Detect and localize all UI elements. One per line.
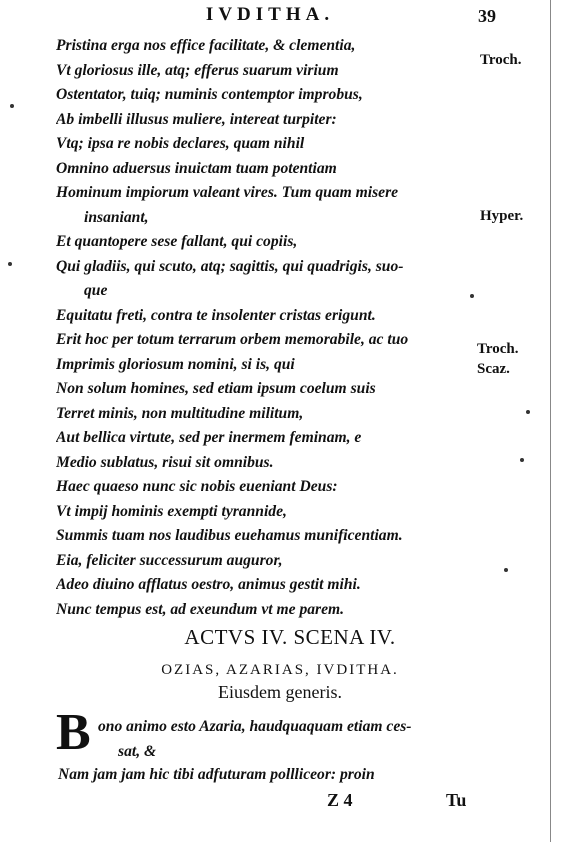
verse-line: Hominum impiorum valeant vires. Tum quam misere	[56, 184, 399, 201]
verse-line: Medio sublatus, risui sit omnibus.	[56, 453, 274, 471]
page-number: 39	[478, 6, 496, 26]
signature-mark: Z 4	[327, 790, 353, 810]
passage-line-continuation: sat, &	[118, 743, 157, 760]
meter-note-scazon: Scaz.	[477, 361, 510, 377]
verse-line: Erit hoc per totum terrarum orbem memorabile, ac tuo	[56, 331, 409, 348]
meter-note-trochaic: Troch.	[480, 52, 522, 68]
drop-capital: B	[56, 704, 91, 761]
ink-speck	[10, 104, 14, 108]
verse-line: Ab imbelli illusus muliere, intereat turpiter:	[56, 110, 337, 128]
verse-line: Ostentator, tuiq; numinis contemptor improbus,	[56, 86, 363, 103]
verse-line: Adeo diuino afflatus oestro, animus gestit mihi.	[56, 576, 361, 593]
verse-block	[56, 34, 476, 622]
ink-speck	[504, 568, 508, 572]
verse-line: Qui gladiis, qui scuto, atq; sagittis, qui quadrigis, suo-	[56, 257, 404, 275]
passage-line: Nam jam jam hic tibi adfuturam pollliceor: proin	[58, 766, 375, 783]
verse-line: Summis tuam nos laudibus euehamus munificentiam.	[56, 527, 403, 544]
verse-line-continuation: insaniant,	[84, 208, 149, 226]
verse-line: Eia, feliciter successurum auguror,	[56, 551, 283, 569]
verse-line: Vt impij hominis exempti tyrannide,	[56, 502, 287, 520]
verse-line: Vt gloriosus ille, atq; efferus suarum virium	[56, 61, 339, 79]
meter-note-hypermeter: Hyper.	[480, 208, 524, 224]
scene-heading: ACTVS IV. SCENA IV.	[184, 625, 396, 649]
verse-line: Aut bellica virtute, sed per inermem feminam, e	[56, 429, 362, 446]
running-title: IVDITHA.	[205, 4, 335, 25]
ink-speck	[526, 410, 530, 414]
scene-persons: OZIAS, AZARIAS, IVDITHA.	[161, 662, 399, 678]
verse-line: Equitatu freti, contra te insolenter cristas erigunt.	[56, 306, 376, 324]
ink-speck	[520, 458, 524, 462]
verse-line: Terret minis, non multitudine militum,	[56, 404, 304, 422]
passage-line: ono animo esto Azaria, haudquaquam etiam ces-	[98, 718, 412, 735]
verse-line: Haec quaeso nunc sic nobis eueniant Deus:	[56, 478, 338, 495]
verse-line-continuation: que	[84, 282, 108, 299]
meter-note-trochaic: Troch.	[477, 341, 519, 357]
verse-line: Non solum homines, sed etiam ipsum coelum suis	[56, 380, 376, 397]
page-edge-line	[550, 0, 551, 842]
ink-speck	[8, 262, 12, 266]
verse-line: Nunc tempus est, ad exeundum vt me parem.	[56, 600, 345, 618]
ink-speck	[470, 294, 474, 298]
verse-line: Pristina erga nos effice facilitate, & clementia,	[56, 37, 356, 54]
verse-line: Omnino aduersus inuictam tuam potentiam	[56, 159, 337, 177]
verse-line: Imprimis gloriosum nomini, si is, qui	[56, 355, 295, 373]
scene-meter-note: Eiusdem generis.	[218, 682, 342, 702]
verse-line: Et quantopere sese fallant, qui copiis,	[56, 233, 298, 250]
catchword: Tu	[446, 790, 467, 810]
verse-line: Vtq; ipsa re nobis declares, quam nihil	[56, 135, 305, 152]
